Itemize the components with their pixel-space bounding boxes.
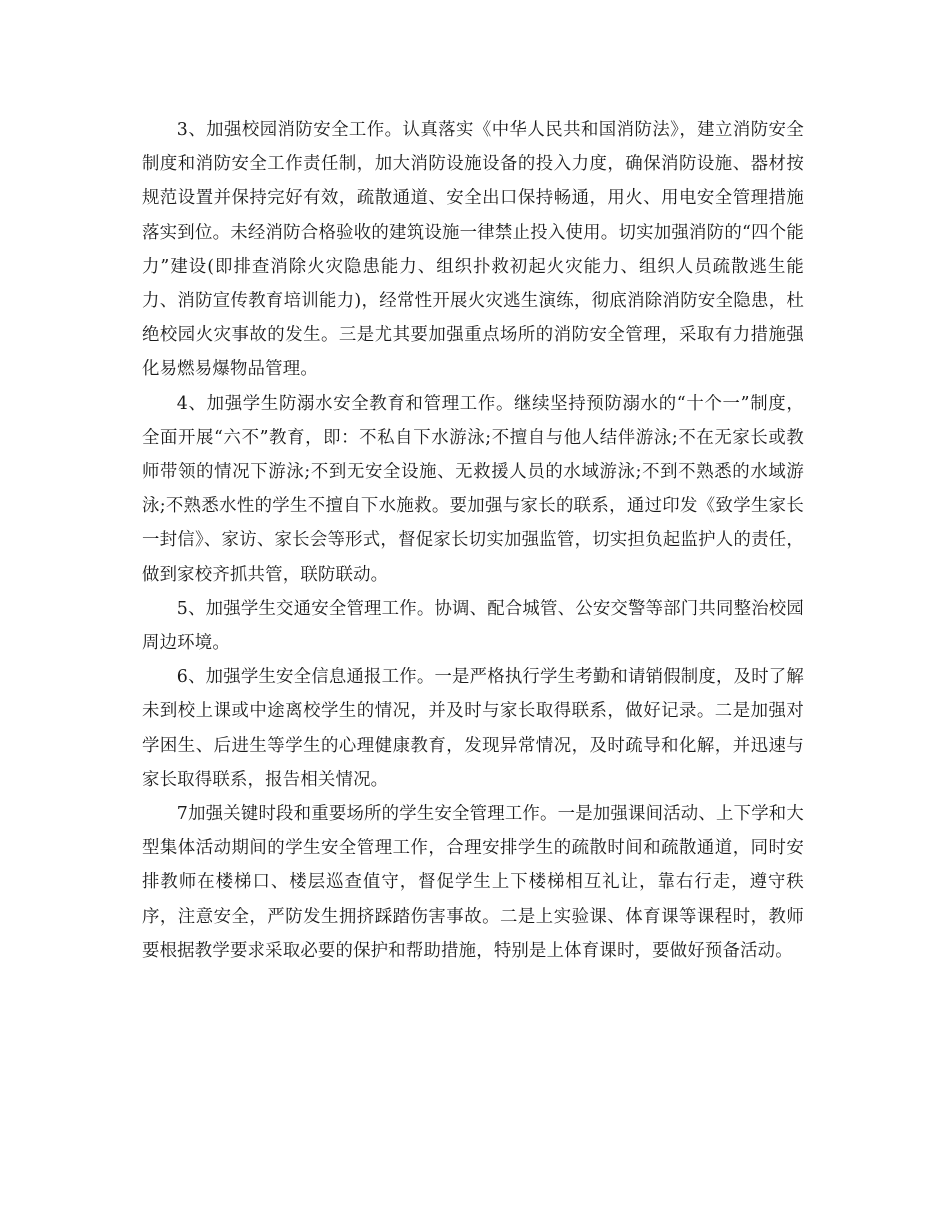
paragraph-traffic-safety: 5、加强学生交通安全管理工作。协调、配合城管、公安交警等部门共同整治校园周边环境。 bbox=[142, 598, 804, 654]
paragraph-safety-information: 6、加强学生安全信息通报工作。一是严格执行学生考勤和请销假制度，及时了解未到校上课或中途离校学生的情况，并及时与家长取得联系，做好记录。二是加强对学困生、后进生等学生的心理健康教育，发现异常情况，及时疏导和化解，并迅速与家长取得联系，报告相关情况。 bbox=[142, 667, 804, 790]
paragraph-fire-safety: 3、加强校园消防安全工作。认真落实《中华人民共和国消防法》，建立消防安全制度和消防安全工作责任制，加大消防设施设备的投入力度，确保消防设施、器材按规范设置并保持完好有效，疏散通道、安全出口保持畅通，用火、用电安全管理措施落实到位。未经消防合格验收的建筑设施一律禁止投入使用。切实加强消防的“四个能力”建设(即排查消除火灾隐患能力、组织扑救初起火灾能力、组织人员疏散逃生能力、消防宣传教育培训能力)，经常性开展火灾逃生演练，彻底消除消防安全隐患，杜绝校园火灾事故的发生。三是尤其要加强重点场所的消防安全管理，采取有力措施强化易燃易爆物品管理。 bbox=[142, 120, 804, 380]
paragraph-drowning-prevention: 4、加强学生防溺水安全教育和管理工作。继续坚持预防溺水的“十个一”制度，全面开展“六不”教育，即：不私自下水游泳;不擅自与他人结伴游泳;不在无家长或教师带领的情况下游泳;不到无安全设施、无救援人员的水域游泳;不到不熟悉的水域游泳;不熟悉水性的学生不擅自下水施救。要加强与家长的联系，通过印发《致学生家长一封信》、家访、家长会等形式，督促家长切实加强监管，切实担负起监护人的责任，做到家校齐抓共管，联防联动。 bbox=[142, 393, 804, 585]
paragraph-key-periods-safety: 7加强关键时段和重要场所的学生安全管理工作。一是加强课间活动、上下学和大型集体活动期间的学生安全管理工作，合理安排学生的疏散时间和疏散通道，同时安排教师在楼梯口、楼层巡查值守，督促学生上下楼梯相互礼让，靠右行走，遵守秩序，注意安全，严防发生拥挤踩踏伤害事故。二是上实验课、体育课等课程时，教师要根据教学要求采取必要的保护和帮助措施，特别是上体育课时，要做好预备活动。 bbox=[142, 804, 804, 961]
document-body bbox=[142, 113, 804, 968]
